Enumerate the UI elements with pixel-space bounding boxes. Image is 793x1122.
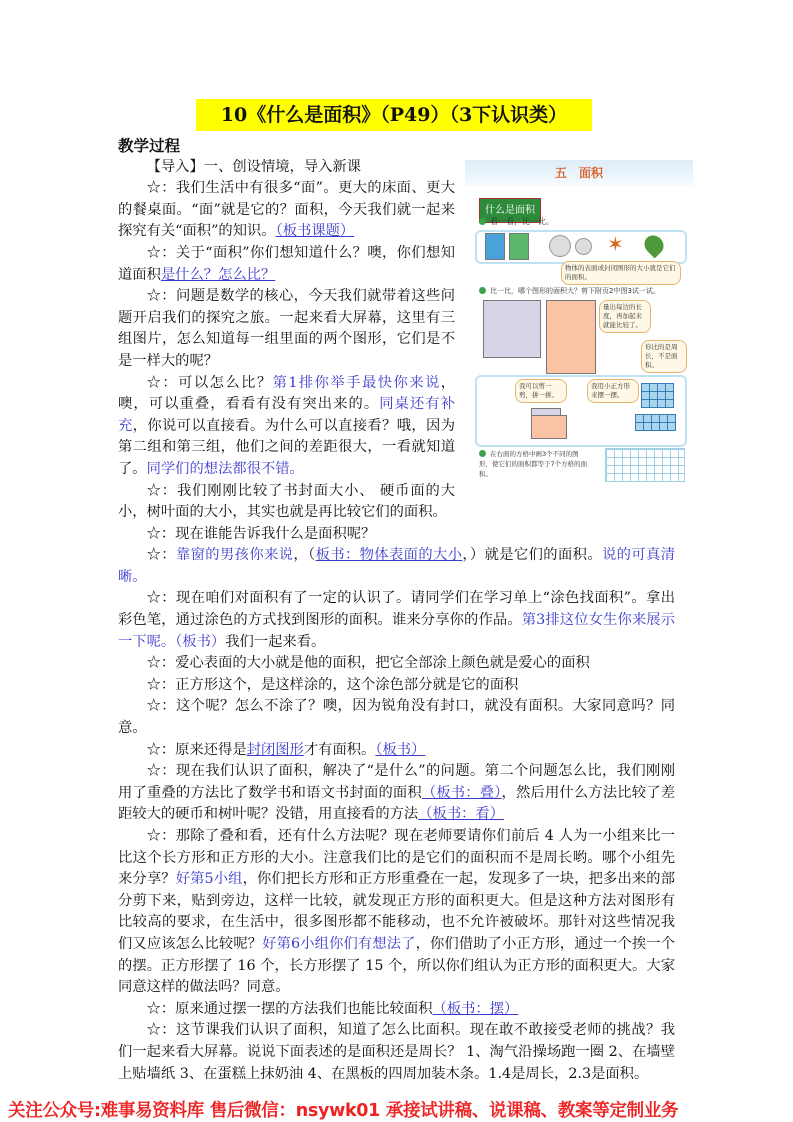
maple-leaf-icon: ✶ bbox=[607, 231, 624, 256]
teacher-remark: 第1排你举手最快你来说 bbox=[272, 374, 441, 391]
paragraph-text: ，（ bbox=[293, 547, 316, 564]
section-heading: 教学过程 bbox=[118, 136, 181, 155]
figure-unit-title: 五 面积 bbox=[465, 160, 693, 186]
lesson-paragraph bbox=[118, 761, 675, 826]
board-note: （板书：叠） bbox=[421, 784, 502, 801]
paragraph-text: ☆：爱心表面的大小就是他的面积，把它全部涂上颜色就是爱心的面积 bbox=[146, 655, 590, 672]
figure-bubble-perimeter: 你比的是周长，不是面积。 bbox=[641, 340, 687, 373]
teacher-remark: 第3排这位女生你来展示一下呢。（板书） bbox=[118, 612, 675, 650]
paragraph-text: ☆：正方形这个，是这样涂的，这个涂色部分就是它的面积 bbox=[146, 676, 519, 693]
teacher-remark: 好第5小组 bbox=[175, 871, 243, 888]
paragraph-text: ☆：这个呢？怎么不涂了？噢，因为锐角没有封口，就没有面积。大家同意吗？同意。 bbox=[118, 698, 675, 737]
paragraph-text: ，你说可以直接看。为什么可以直接看？哦，因为第二组和第三组，他们之间的差距很大，一看就知道了。 bbox=[118, 417, 456, 477]
paragraph-text: ☆：关于“面积”你们想知道什么？噢，你们想知道面积 bbox=[118, 244, 455, 283]
paragraph-text: ☆：我们刚刚比较了书封面大小、 硬币面的大小，树叶面的大小，其实也就是再比较它们的面积。 bbox=[118, 482, 455, 521]
drawing-grid bbox=[605, 448, 685, 482]
paragraph-text: ，）就是它们的面积。 bbox=[462, 547, 602, 564]
paragraph-text: ☆：可以怎么比？ bbox=[146, 374, 273, 391]
board-note: 板书：物体表面的大小 bbox=[315, 547, 463, 564]
paragraph-text: ☆：原来通过摆一摆的方法我们也能比较面积 bbox=[146, 1000, 433, 1017]
board-note: （板书：看） bbox=[418, 806, 505, 823]
teacher-remark: 同学们的想法都很不错。 bbox=[146, 460, 304, 477]
paragraph-text: ☆：问题是数学的核心，今天我们就带着这些问题开启我们的探究之旅。一起来看大屏幕，这里有三组图片，怎么知道每一组里面的两个图形，它们是不是一样大的呢？ bbox=[118, 288, 455, 369]
document-title: 10《什么是面积》（P49）（3下认识类） bbox=[196, 99, 592, 131]
chinese-book-image bbox=[509, 233, 529, 260]
lesson-paragraph bbox=[118, 696, 675, 739]
purple-square bbox=[483, 300, 541, 358]
coin-small-icon bbox=[575, 238, 592, 255]
paragraph-text: 【导入】一、创设情境，导入新课 bbox=[146, 158, 362, 175]
lesson-paragraph bbox=[118, 524, 675, 546]
lesson-paragraph bbox=[118, 740, 675, 762]
paragraph-text: ☆：我们生活中有很多“面”。更大的床面、更大的餐桌面。“面”就是它的？面积，今天我们就一起来探究有关“面积”的知识。 bbox=[118, 180, 455, 240]
figure-instruction-2: 比一比，哪个图形的面积大？剪下附页2中图3试一试。 bbox=[479, 286, 660, 296]
board-note: 是什么？怎么比？ bbox=[160, 266, 276, 283]
figure-bubble-measure: 量出每边的长度，再加起来就能比较了。 bbox=[599, 300, 651, 333]
teacher-remark: 靠窗的男孩你来说 bbox=[175, 547, 294, 564]
paragraph-text: ，你们借助了小正方形，通过一个挨一个的摆。正方形摆了 16 个，长方形摆了 15 个，所以你们组认为正方形的面积更大。大家同意这样的做法吗？同意。 bbox=[118, 935, 675, 996]
figure-instruction-3: 在右面的方格中画3个不同的图形，使它们的面积都等于7个方格的面积。 bbox=[479, 449, 588, 478]
paragraph-text: ☆：现在谁能告诉我什么是面积呢？ bbox=[146, 525, 376, 542]
lesson-paragraph bbox=[118, 675, 675, 697]
figure-bubble-cut: 我可以剪一剪，拼一拼。 bbox=[515, 379, 567, 403]
board-note: （板书课题） bbox=[275, 223, 355, 240]
paragraph-text: ☆：现在我们认识了面积，解决了“是什么”的问题。第二个问题怎么比，我们刚刚用了重叠的方法比了数学书和语文书封面的面积 bbox=[118, 763, 675, 801]
coin-large-icon bbox=[549, 235, 571, 257]
figure-bubble-tiles: 我用小正方形来摆一摆。 bbox=[587, 379, 639, 403]
tile-grid-square bbox=[641, 383, 674, 408]
paragraph-text: 我们一起来看。 bbox=[225, 633, 326, 650]
paragraph-text: 才有面积。 bbox=[303, 741, 376, 758]
lesson-paragraph bbox=[118, 545, 675, 588]
paragraph-text: ，噢，可以重叠，看看有没有突出来的。 bbox=[118, 374, 455, 413]
teacher-remark: 说的可真清晰。 bbox=[118, 547, 676, 585]
lesson-paragraph bbox=[118, 588, 675, 653]
teacher-remark: 好第6小组你们有想法了 bbox=[262, 935, 416, 952]
tile-grid-rectangle bbox=[635, 414, 676, 431]
overlap-peach bbox=[531, 415, 567, 439]
teacher-remark: 同桌还有补充 bbox=[118, 396, 455, 434]
figure-bubble-definition: 物体的表面或封闭图形的大小就是它们的面积。 bbox=[561, 261, 681, 285]
lesson-paragraph bbox=[118, 481, 675, 524]
lesson-paragraph bbox=[118, 826, 675, 999]
lesson-paragraph bbox=[118, 1020, 675, 1085]
paragraph-text: ☆：这节课我们认识了面积，知道了怎么比面积。现在敢不敢接受老师的挑战？我们一起来看大屏幕。说说下面表述的是面积还是周长？ 1、淘气沿操场跑一圈 2、在墙壁上贴墙纸 3、在蛋糕上抹奶油 4、在黑板的四周加装木条。1.4是周长，2.3是面积。 bbox=[118, 1022, 675, 1082]
paragraph-text: ，然后用什么方法比较了差距较大的硬币和树叶呢？没错，用直接看的方法 bbox=[118, 784, 675, 823]
lesson-paragraph bbox=[118, 999, 675, 1021]
paragraph-text: ☆：那除了叠和看，还有什么方法呢？现在老师要请你们前后 4 人为一小组来比一比这个长方形和正方形的大小。注意我们比的是它们的面积而不是周长哟。哪个小组先来分享？ bbox=[118, 828, 675, 888]
board-note: 封闭图形 bbox=[246, 741, 304, 758]
footer-banner: 关注公众号:难事易资料库 售后微信：nsywk01 承接试讲稿、说课稿、教案等定制业务 bbox=[8, 1101, 679, 1121]
paragraph-text: ☆：现在咱们对面积有了一定的认识了。请同学们在学习单上“涂色找面积”。拿出彩色笔，通过涂色的方式找到图形的面积。谁来分享你的作品。 bbox=[118, 590, 675, 629]
paragraph-text: ☆：原来还得是 bbox=[146, 741, 247, 758]
figure-tag: 什么是面积 bbox=[479, 198, 541, 224]
paragraph-text: ☆： bbox=[146, 547, 176, 564]
lesson-paragraph bbox=[118, 653, 675, 675]
board-note: （板书） bbox=[375, 741, 426, 758]
figure-instruction-1: 看一看，比一比。 bbox=[479, 217, 554, 227]
textbook-figure bbox=[465, 160, 693, 483]
math-book-image bbox=[485, 233, 505, 260]
peach-rectangle bbox=[546, 300, 596, 374]
board-note: （板书：摆） bbox=[432, 1000, 519, 1017]
paragraph-text: ，你们把长方形和正方形重叠在一起，发现多了一块，把多出来的部分剪下来，贴到旁边，这样一比较，就发现正方形的面积更大。但是这种方法对图形有比较高的要求，在生活中，很多图形都不能移动，也不允许被破坏。那针对这些情况我们又应该怎么比较呢？ bbox=[118, 871, 675, 952]
document-body bbox=[118, 133, 678, 1085]
